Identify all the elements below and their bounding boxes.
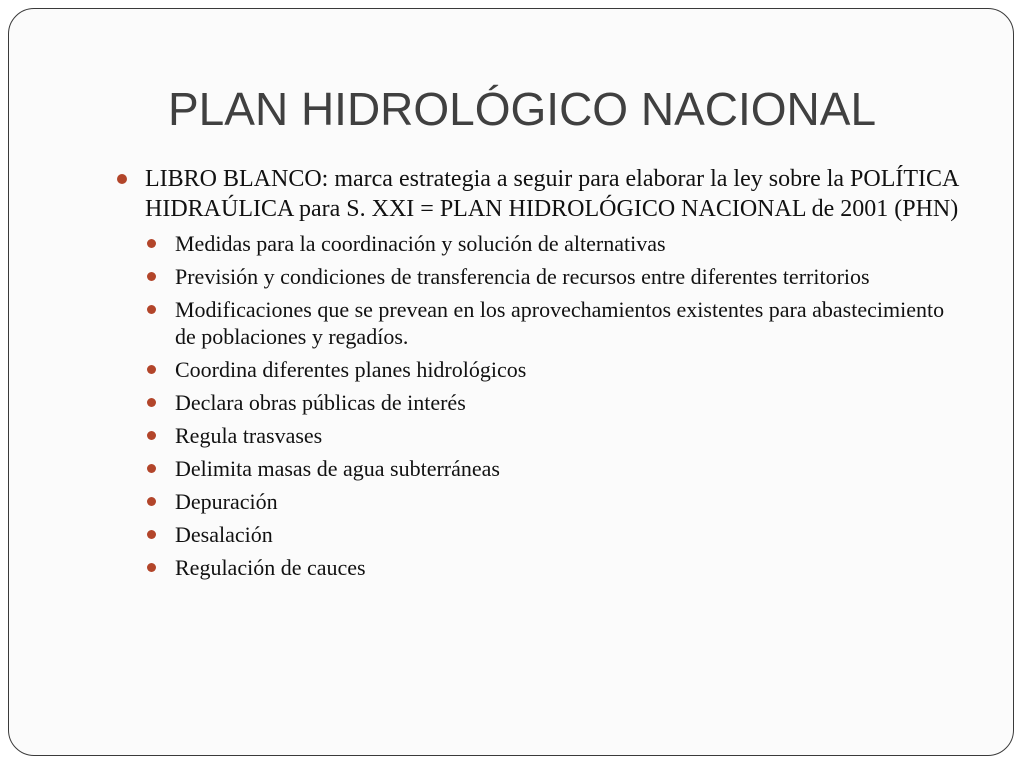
sub-bullet-item — [145, 389, 965, 416]
bullet-dot-icon — [147, 431, 156, 440]
sub-bullet-text: Depuración — [175, 489, 278, 514]
sub-bullet-text: Coordina diferentes planes hidrológicos — [175, 357, 527, 382]
bullet-dot-icon — [147, 464, 156, 473]
bullet-dot-icon — [147, 239, 156, 248]
sub-bullet-text: Modificaciones que se prevean en los aprovechamientos existentes para abastecimiento de poblaciones y regadíos. — [175, 297, 945, 349]
sub-bullet-text: Previsión y condiciones de transferencia de recursos entre diferentes territorios — [175, 264, 870, 289]
sub-bullet-item — [145, 521, 965, 548]
sub-bullet-item — [145, 263, 965, 290]
sub-bullet-text: Declara obras públicas de interés — [175, 390, 466, 415]
bullet-dot-icon — [147, 305, 156, 314]
sub-bullet-item — [145, 356, 965, 383]
slide-title: PLAN HIDROLÓGICO NACIONAL — [168, 83, 877, 135]
main-bullet-item — [115, 164, 965, 581]
sub-bullet-text: Regula trasvases — [175, 423, 323, 448]
sub-bullet-text: Regulación de cauces — [175, 555, 366, 580]
sub-bullet-list — [145, 230, 965, 581]
bullet-dot-icon — [147, 563, 156, 572]
bullet-dot-icon — [147, 398, 156, 407]
bullet-dot-icon — [117, 174, 127, 184]
bullet-list — [115, 164, 965, 581]
sub-bullet-text: Delimita masas de agua subterráneas — [175, 456, 500, 481]
bullet-dot-icon — [147, 530, 156, 539]
sub-bullet-text: Desalación — [175, 522, 273, 547]
sub-bullet-item — [145, 230, 965, 257]
sub-bullet-item — [145, 422, 965, 449]
slide-content — [115, 164, 965, 587]
sub-bullet-item — [145, 554, 965, 581]
sub-bullet-item — [145, 488, 965, 515]
main-bullet-text: LIBRO BLANCO: marca estrategia a seguir para elaborar la ley sobre la POLÍTICA HIDRAÚLICA para S. XXI = PLAN HIDROLÓGICO NACIONAL de 2001 (PHN) — [145, 166, 959, 222]
bullet-dot-icon — [147, 497, 156, 506]
sub-bullet-item — [145, 296, 965, 350]
bullet-dot-icon — [147, 365, 156, 374]
bullet-dot-icon — [147, 272, 156, 281]
sub-bullet-item — [145, 455, 965, 482]
sub-bullet-text: Medidas para la coordinación y solución de alternativas — [175, 231, 666, 256]
